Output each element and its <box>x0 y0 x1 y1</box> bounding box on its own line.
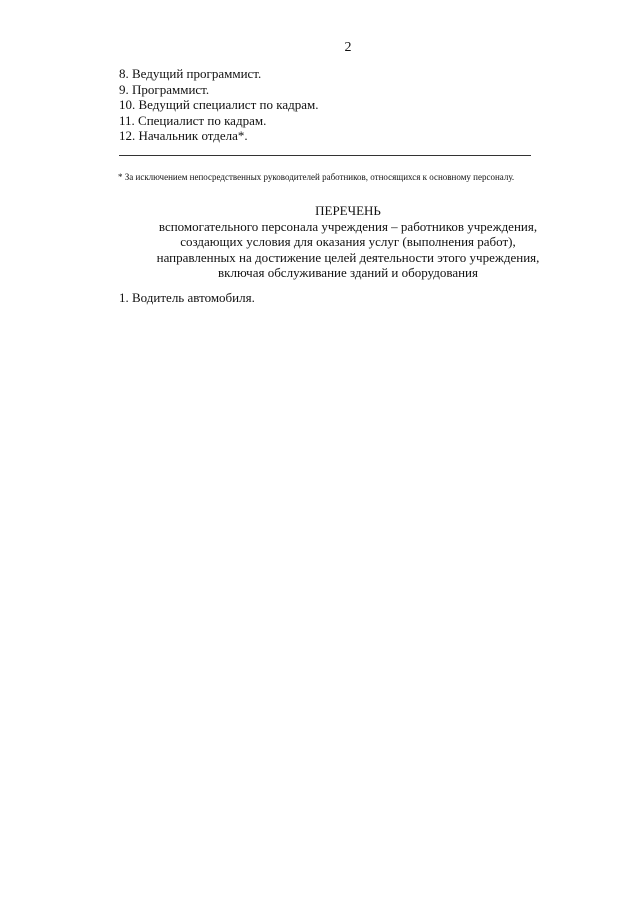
footnote-separator <box>119 155 531 156</box>
support-staff-list <box>119 290 255 306</box>
heading-line: вспомогательного персонала учреждения – работников учреждения, <box>158 218 538 234</box>
heading-title: ПЕРЕЧЕНЬ <box>315 203 381 218</box>
heading-line: создающих условия для оказания услуг (выполнения работ), <box>180 234 516 250</box>
list-item: 12. Начальник отдела*. <box>119 128 248 144</box>
positions-list <box>119 66 318 144</box>
list-item: 10. Ведущий специалист по кадрам. <box>119 97 319 113</box>
footnote: * За исключением непосредственных руководителей работников, относящихся к основному персоналу. <box>118 172 515 182</box>
list-item: 11. Специалист по кадрам. <box>119 112 267 128</box>
list-item: 1. Водитель автомобиля. <box>119 290 255 305</box>
page-number: 2 <box>344 40 352 55</box>
heading-line: включая обслуживание зданий и оборудования <box>218 265 478 281</box>
section-heading <box>0 203 640 281</box>
heading-line: направленных на достижение целей деятельности этого учреждения, <box>156 249 540 265</box>
list-item: 9. Программист. <box>119 81 210 97</box>
list-item: 8. Ведущий программист. <box>119 66 262 81</box>
